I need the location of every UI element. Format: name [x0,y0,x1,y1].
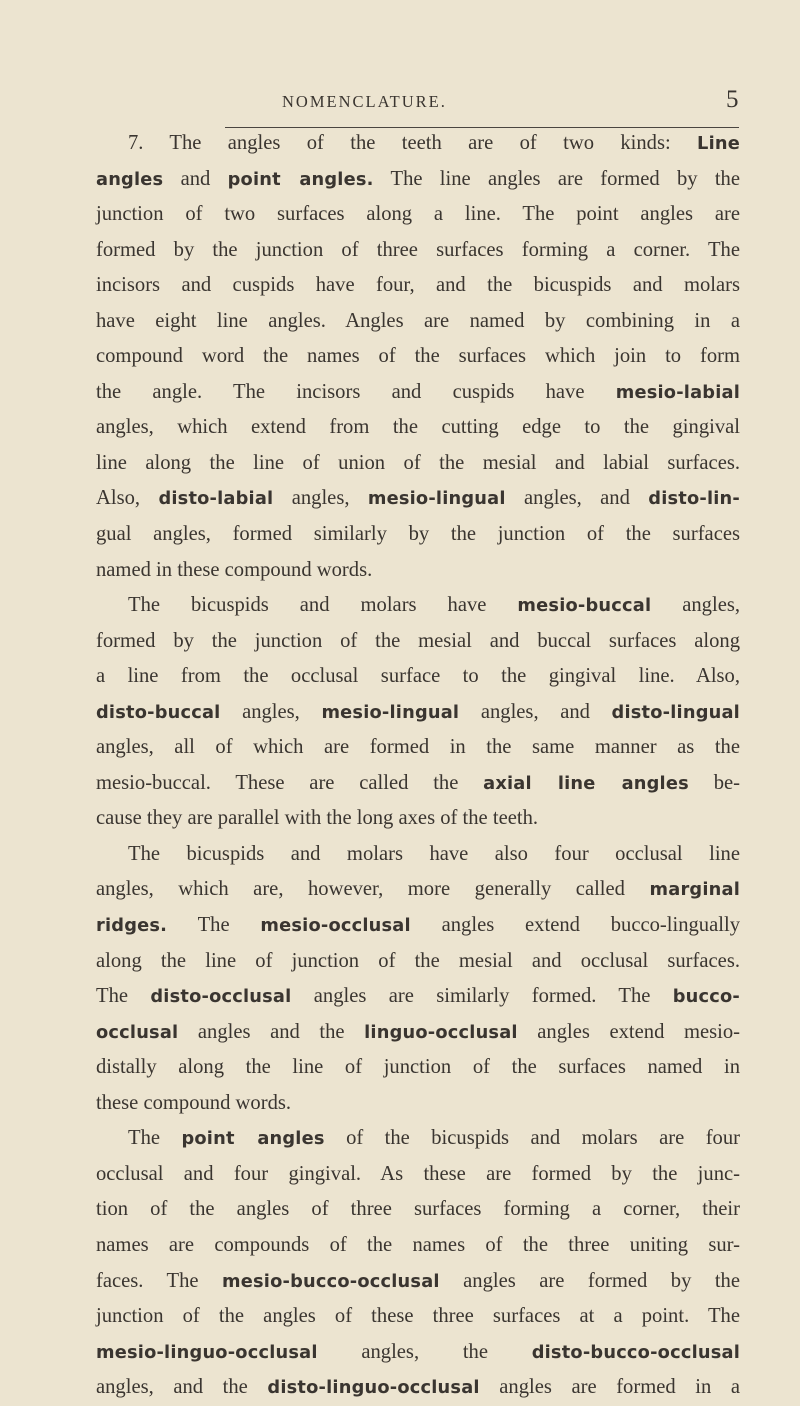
text-line: the angle. The incisors and cuspids have mesio-labial [96,380,740,403]
bold-term: disto-buccal [96,701,221,723]
bold-term: mesio-bucco-occlusal [222,1270,440,1292]
bold-term: mesio-labial [615,381,740,403]
bold-term: linguo-occlusal [364,1021,518,1043]
text-line: cause they are parallel with the long axes of the teeth. [96,807,539,830]
page-number: 5 [726,86,739,113]
text-line: ridges. The mesio-occlusal angles extend bucco-lingually [96,914,740,937]
bold-term: angles [96,168,164,190]
page-header [0,86,800,116]
text-line: disto-buccal angles, mesio-lingual angles, and disto-lingual [96,700,740,723]
text-line: mesio-linguo-occlusal angles, the disto-bucco-occlusal [96,1340,740,1363]
bold-term: mesio-buccal [517,595,652,617]
bold-term: disto-lin- [648,488,740,510]
bold-term: mesio-linguo-occlusal [96,1341,318,1363]
text-line: faces. The mesio-bucco-occlusal angles are formed by the [96,1269,740,1292]
text-line: tion of the angles of three surfaces forming a corner, their [96,1198,740,1221]
bold-term: mesio-lingual [321,701,460,723]
text-line: line along the line of union of the mesial and labial surfaces. [96,451,740,474]
text-line: angles, all of which are formed in the same manner as the [96,736,740,759]
text-line: named in these compound words. [96,558,373,581]
text-line: a line from the occlusal surface to the gingival line. Also, [96,665,740,688]
bold-term: disto-linguo-occlusal [267,1377,480,1399]
bold-term: disto-lingual [611,701,740,723]
bold-term: Line [697,133,740,154]
text-line: have eight line angles. Angles are named by combining in a [96,309,740,332]
text-line: 7. The angles of the teeth are of two kinds: Line [128,132,740,154]
bold-term: bucco- [672,986,740,1008]
body-text [96,126,740,1406]
text-line: The bicuspids and molars have also four occlusal line [128,842,740,865]
bold-term: marginal [649,879,740,901]
text-line: junction of the angles of these three surfaces at a point. The [96,1305,740,1328]
text-line: The bicuspids and molars have mesio-buccal angles, [128,594,740,617]
bold-term: point angles [181,1128,325,1150]
bold-term: axial line angles [483,772,689,794]
text-line: formed by the junction of three surfaces forming a corner. The [96,238,740,261]
text-line: along the line of junction of the mesial and occlusal surfaces. [96,949,740,972]
bold-term: point angles. [227,168,374,190]
bold-term: occlusal [96,1021,179,1043]
text-line: these compound words. [96,1091,292,1114]
text-line: mesio-buccal. These are called the axial line angles be- [96,771,740,794]
bold-term: disto-labial [158,488,274,510]
text-line: occlusal and four gingival. As these are formed by the junc- [96,1162,740,1185]
text-line: junction of two surfaces along a line. The point angles are [96,203,740,226]
text-line: angles, which extend from the cutting edge to the gingival [96,416,740,439]
bold-term: mesio-occlusal [260,915,411,937]
text-line: Also, disto-labial angles, mesio-lingual angles, and disto-lin- [96,487,740,510]
bold-term: disto-occlusal [150,986,292,1008]
text-line: angles, and the disto-linguo-occlusal angles are formed in a [96,1376,740,1399]
bold-term: disto-bucco-occlusal [531,1341,740,1363]
text-line: distally along the line of junction of the surfaces named in [96,1056,740,1079]
running-head: NOMENCLATURE. [282,92,447,111]
text-line: occlusal angles and the linguo-occlusal angles extend mesio- [96,1020,740,1043]
text-line: angles and point angles. The line angles are formed by the [96,167,740,190]
bold-term: mesio-lingual [367,488,506,510]
text-line: gual angles, formed similarly by the junction of the surfaces [96,523,740,546]
text-line: names are compounds of the names of the three uniting sur- [96,1233,740,1256]
text-line: compound word the names of the surfaces which join to form [96,345,740,368]
text-line: formed by the junction of the mesial and buccal surfaces along [96,629,740,652]
text-line: The point angles of the bicuspids and molars are four [128,1127,740,1150]
text-line: incisors and cuspids have four, and the bicuspids and molars [96,274,740,297]
text-line: The disto-occlusal angles are similarly formed. The bucco- [96,985,740,1008]
bold-term: ridges. [96,915,168,937]
text-line: angles, which are, however, more generally called marginal [96,878,740,901]
